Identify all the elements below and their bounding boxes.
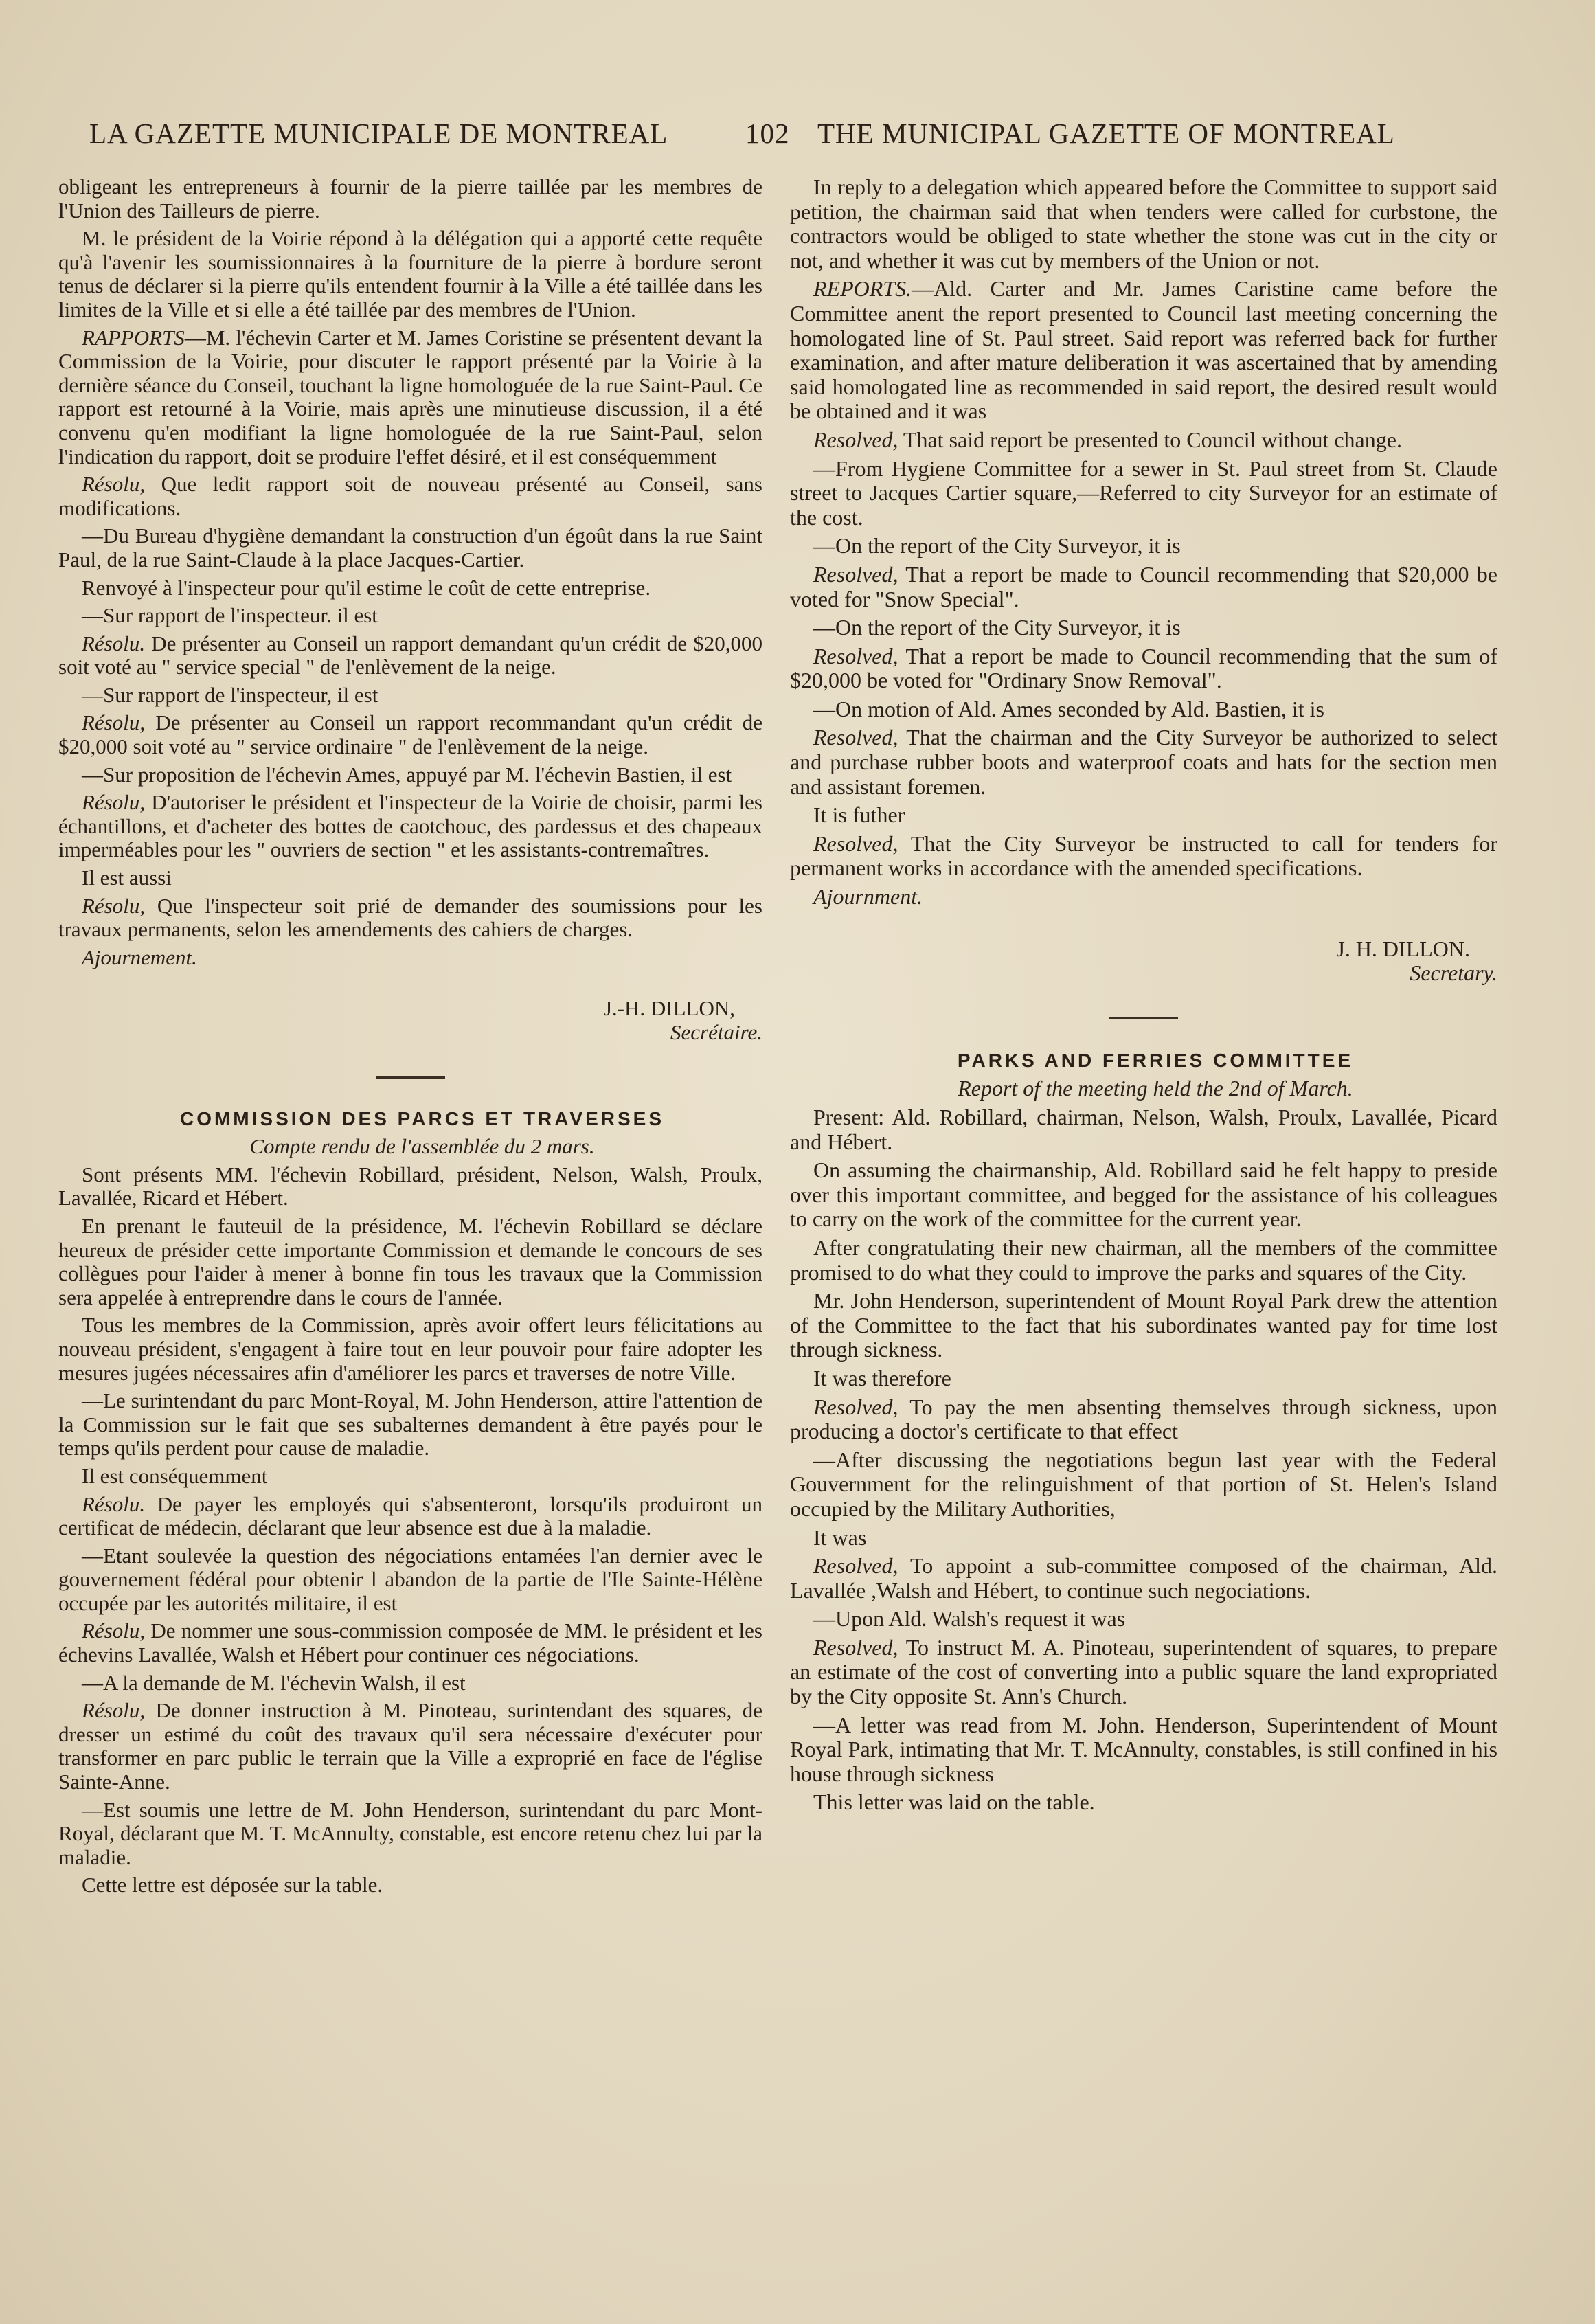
adjournment: Ajournment. bbox=[813, 884, 923, 910]
lead-word: RAPPORTS bbox=[82, 325, 185, 350]
lead-word: Résolu, bbox=[82, 472, 146, 497]
paragraph: Tous les membres de la Commission, après avoir offert leurs félicitations au nouveau président, s'engagent à faire tout en leur pouvoir pour faire adopter les mesures jugées nécessaires afin d'améliorer les parcs et traverses de notre Ville. bbox=[58, 1313, 762, 1385]
french-column bbox=[58, 175, 762, 1902]
paragraph: Resolved, To instruct M. A. Pinoteau, superintendent of squares, to prepare an estimate of the cost of converting into a public square the land expropriated by the City opposite St. Ann's Church. bbox=[790, 1634, 1497, 1709]
lead-word: Resolved, bbox=[813, 561, 898, 587]
signature-name: J.-H. DILLON, bbox=[603, 996, 735, 1021]
lead-word: Resolved, bbox=[813, 643, 898, 668]
page-number: 102 bbox=[745, 117, 790, 149]
lead-word: Resolved, bbox=[813, 1553, 898, 1579]
lead-word: Resolved, bbox=[813, 725, 898, 750]
section-heading: COMMISSION DES PARCS ET TRAVERSES bbox=[179, 1107, 665, 1129]
english-column bbox=[790, 175, 1497, 1819]
signature-name: J. H. DILLON. bbox=[1336, 936, 1470, 961]
paragraph: —Sur rapport de l'inspecteur. il est bbox=[82, 603, 378, 628]
paragraph: En prenant le fauteuil de la présidence, M. l'échevin Robillard se déclare heureux de présider cette importante Commission et demande le concours de ses collègues pour l'aider à mener à bonne fin tous les travaux que la Commission sera appelée à entreprendre dans le cours de l'année. bbox=[58, 1213, 762, 1309]
paragraph: —From Hygiene Committee for a sewer in St. Paul street from St. Claude street to Jacques Cartier square,—Referred to city Surveyor for an estimate of the cost. bbox=[790, 455, 1497, 530]
adjournment: Ajournement. bbox=[82, 945, 197, 969]
lead-word: Résolu, bbox=[82, 790, 146, 815]
paragraph: Resolved, That the City Surveyor be instructed to call for tenders for permanent works in accordance with the amended specifications. bbox=[790, 831, 1497, 881]
paragraph: Résolu, De nommer une sous-commission composée de MM. le président et les échevins Lavallée, Walsh et Hébert pour continuer ces négociations. bbox=[58, 1618, 762, 1667]
paragraph: obligeant les entrepreneurs à fournir de la pierre taillée par les membres de l'Union des Tailleurs de pierre. bbox=[58, 174, 762, 223]
lead-word: REPORTS. bbox=[813, 276, 912, 302]
paragraph: In reply to a delegation which appeared before the Committee to support said petition, the chairman said that when tenders were called for curbstone, the contractors would be obliged to state whether the stone was cut in the city or not, and whether it was cut by members of the Union or not. bbox=[790, 174, 1497, 273]
paragraph: Sont présents MM. l'échevin Robillard, président, Nelson, Walsh, Proulx, Lavallée, Ricard et Hébert. bbox=[58, 1162, 762, 1210]
paragraph: Renvoyé à l'inspecteur pour qu'il estime le coût de cette entreprise. bbox=[82, 575, 651, 600]
paragraph: It is futher bbox=[813, 802, 905, 828]
paragraph: RAPPORTS—M. l'échevin Carter et M. James Coristine se présentent devant la Commission de la Voirie, pour discuter le rapport présenté par la Voirie à la dernière séance du Conseil, touchant la ligne homologuée de la rue Saint-Paul. Ce rapport est retourné à la Voirie, mais après une minutieuse discussion, il a été convenu qu'en modifiant la ligne homologuée de la rue Saint-Paul, selon l'indication du rapport, doit se produire l'effet désiré, et il est conséquemment bbox=[58, 325, 762, 469]
page-header bbox=[82, 117, 1456, 165]
paragraph: Il est aussi bbox=[82, 866, 172, 890]
paragraph: Resolved, That a report be made to Council recommending that the sum of $20,000 be voted for "Ordinary Snow Removal". bbox=[790, 643, 1497, 693]
paragraph: —Est soumis une lettre de M. John Henderson, surintendant du parc Mont-Royal, déclarant que M. T. McAnnulty, constable, est encore retenu chez lui par la maladie. bbox=[58, 1797, 762, 1869]
lead-word: Resolved, bbox=[813, 831, 898, 856]
paragraph: Present: Ald. Robillard, chairman, Nelson, Walsh, Proulx, Lavallée, Picard and Hébert. bbox=[790, 1105, 1497, 1154]
lead-word: Resolved, bbox=[813, 1394, 898, 1419]
paragraph: REPORTS.—Ald. Carter and Mr. James Caristine came before the Committee anent the report presented to Council last meeting concerning the homologated line of St. Paul street. Said report was referred back for further examination, and after mature deliberation it was ascertained that by amending said homologated line as recommended in said report, the desired result would be obtained and it was bbox=[790, 276, 1497, 424]
section-heading: PARKS AND FERRIES COMMITTEE bbox=[957, 1049, 1354, 1071]
header-english-title: THE MUNICIPAL GAZETTE OF MONTREAL bbox=[817, 117, 1395, 149]
paragraph: Cette lettre est déposée sur la table. bbox=[82, 1873, 383, 1897]
paragraph: Résolu. De présenter au Conseil un rapport demandant qu'un crédit de $20,000 soit voté au " service special " de l'enlèvement de la neige. bbox=[58, 631, 762, 679]
paragraph: —On the report of the City Surveyor, it is bbox=[813, 615, 1181, 640]
lead-word: Résolu. bbox=[82, 1491, 146, 1516]
paragraph: —On motion of Ald. Ames seconded by Ald. Bastien, it is bbox=[813, 696, 1324, 721]
lead-word: Resolved, bbox=[813, 1634, 898, 1660]
paragraph: —A letter was read from M. John. Henderson, Superintendent of Mount Royal Park, intimating that Mr. T. McAnnulty, constables, is still confined in his house through sickness bbox=[790, 1712, 1497, 1786]
paragraph: It was therefore bbox=[813, 1365, 951, 1390]
paragraph: Résolu. De payer les employés qui s'absenteront, lorsqu'ils produiront un certificat de médecin, déclarant que leur absence est due à la maladie. bbox=[58, 1491, 762, 1540]
paragraph: Resolved, To appoint a sub-committee composed of the chairman, Ald. Lavallée ,Walsh and Hébert, to continue such negociations. bbox=[790, 1553, 1497, 1603]
paragraph: —Du Bureau d'hygiène demandant la construction d'un égoût dans la rue Saint Paul, de la rue Saint-Claude à la place Jacques-Cartier. bbox=[58, 523, 762, 572]
signature-title: Secretary. bbox=[1410, 960, 1497, 986]
paragraph: On assuming the chairmanship, Ald. Robillard said he felt happy to preside over this important committee, and begged for the assistance of his colleagues to carry on the work of the committee for the current year. bbox=[790, 1158, 1497, 1232]
paragraph: —A la demande de M. l'échevin Walsh, il est bbox=[82, 1670, 466, 1695]
lead-word: Résolu, bbox=[82, 1698, 146, 1723]
lead-word: Résolu, bbox=[82, 710, 146, 735]
lead-word: Resolved, bbox=[813, 427, 898, 452]
paragraph: It was bbox=[813, 1524, 867, 1550]
paragraph: This letter was laid on the table. bbox=[813, 1790, 1095, 1815]
paragraph: Résolu, Que ledit rapport soit de nouveau présenté au Conseil, sans modifications. bbox=[58, 472, 762, 520]
paragraph: Resolved, That a report be made to Council recommending that $20,000 be voted for "Snow Special". bbox=[790, 561, 1497, 611]
paragraph: —Etant soulevée la question des négociations entamées l'an dernier avec le gouvernement fédéral pour obtenir l abandon de la partie de l'Ile Sainte-Hélène occupée par les autorités militaire, il est bbox=[58, 1543, 762, 1615]
section-divider bbox=[376, 1076, 445, 1079]
paragraph: M. le président de la Voirie répond à la délégation qui a apporté cette requête qu'à l'avenir les soumissionnaires à la fourniture de la pierre à bordure seront tenus de déclarer si la pierre qu'ils entendent fournir à la Ville a été taillée dans les limites de la Ville et si elle a été taillée par des membres de l'Union. bbox=[58, 226, 762, 321]
header-french-title: LA GAZETTE MUNICIPALE DE MONTREAL bbox=[89, 117, 668, 149]
paragraph: Résolu, De présenter au Conseil un rapport recommandant qu'un crédit de $20,000 soit voté au " service ordinaire " de l'enlèvement de la neige. bbox=[58, 710, 762, 759]
paragraph: —Sur rapport de l'inspecteur, il est bbox=[82, 682, 378, 707]
lead-word: Résolu, bbox=[82, 893, 146, 918]
paragraph: —Le surintendant du parc Mont-Royal, M. John Henderson, attire l'attention de la Commission sur le fait que ses subalternes demandent à être payés pour le temps qu'ils perdent pour cause de maladie. bbox=[58, 1388, 762, 1460]
section-subheading: Compte rendu de l'assemblée du 2 mars. bbox=[249, 1134, 595, 1159]
paragraph: After congratulating their new chairman, all the members of the committee promised to do what they could to improve the parks and squares of the City. bbox=[790, 1234, 1497, 1285]
paragraph: —After discussing the negotiations begun last year with the Federal Gouvernment for the relinguishment of that portion of St. Helen's Island occupied by the Military Authorities, bbox=[790, 1447, 1497, 1521]
signature-title: Secrétaire. bbox=[670, 1020, 762, 1044]
paragraph: —Upon Ald. Walsh's request it was bbox=[813, 1606, 1126, 1632]
paragraph: Résolu, De donner instruction à M. Pinoteau, surintendant des squares, de dresser un estimé du coût des travaux qu'il sera nécessaire d'exécuter pour transformer en parc public le terrain que la Ville a exproprié en face de l'église Sainte-Anne. bbox=[58, 1698, 762, 1794]
paragraph: Resolved, To pay the men absenting themselves through sickness, upon producing a doctor's certificate to that effect bbox=[790, 1394, 1497, 1444]
section-subheading: Report of the meeting held the 2nd of March. bbox=[958, 1076, 1353, 1101]
lead-word: Résolu, bbox=[82, 1618, 146, 1643]
paragraph: Resolved, That the chairman and the City Surveyor be authorized to select and purchase rubber boots and waterproof coats and hats for the section men and assistant foremen. bbox=[790, 725, 1497, 799]
lead-word: Résolu. bbox=[82, 631, 146, 655]
paragraph: Résolu, Que l'inspecteur soit prié de demander des soumissions pour les travaux permanents, selon les amendements des cahiers de charges. bbox=[58, 893, 762, 942]
paragraph: Il est conséquemment bbox=[82, 1463, 268, 1488]
section-divider bbox=[1109, 1017, 1178, 1019]
paragraph: Resolved, That said report be presented to Council without change. bbox=[813, 427, 1402, 452]
paragraph: —Sur proposition de l'échevin Ames, appuyé par M. l'échevin Bastien, il est bbox=[82, 762, 732, 787]
paragraph: Mr. John Henderson, superintendent of Mount Royal Park drew the attention of the Committee to the fact that his subordinates wanted pay for time lost through sickness. bbox=[790, 1288, 1497, 1362]
paragraph: —On the report of the City Surveyor, it is bbox=[813, 533, 1181, 559]
paragraph: Résolu, D'autoriser le président et l'inspecteur de la Voirie de choisir, parmi les échantillons, et d'acheter des bottes de caotchouc, des pardessus et des chapeaux imperméables pour les " ouvriers de section " et les assistants-contremaîtres. bbox=[58, 790, 762, 862]
